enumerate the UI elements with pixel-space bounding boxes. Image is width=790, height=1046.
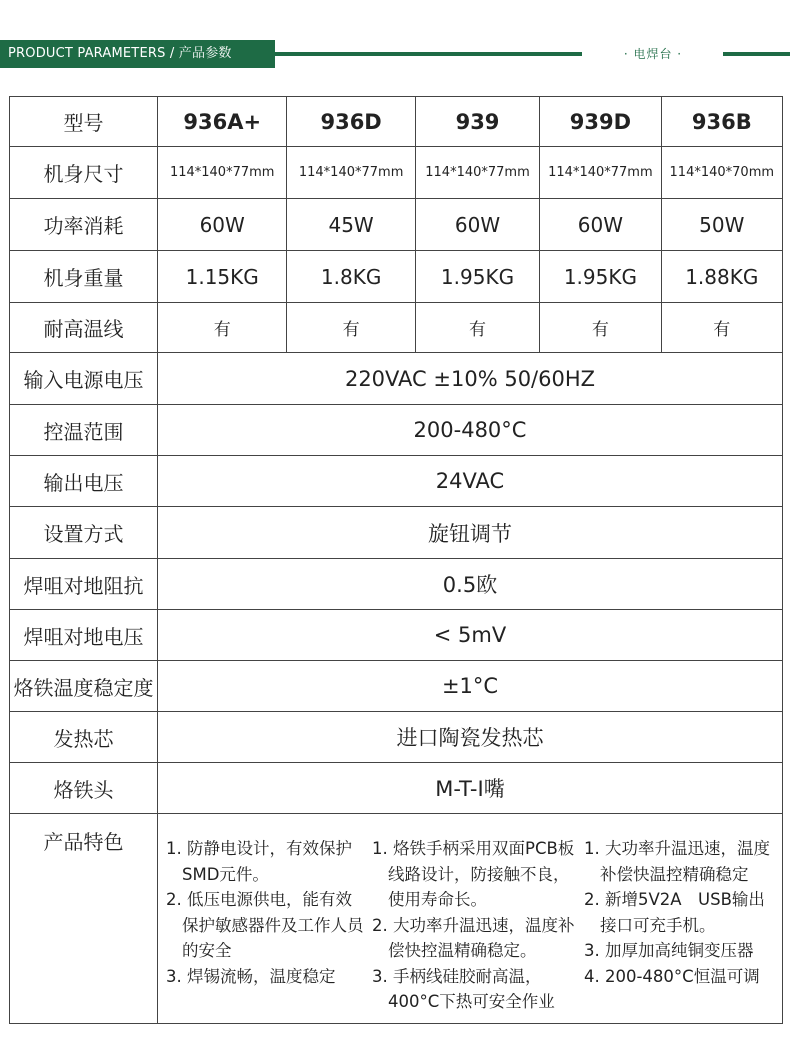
cell-value: 114*140*77mm <box>540 147 661 199</box>
row-label: 功率消耗 <box>10 199 158 251</box>
row-label: 型号 <box>10 97 158 147</box>
feature-item: 4. 200-480°C恒温可调 <box>584 966 760 986</box>
feature-item: 1. 烙铁手柄采用双面PCB板线路设计，防接触不良，使用寿命长。 <box>372 839 575 909</box>
cell-value: 有 <box>540 303 661 353</box>
table-row <box>10 147 783 199</box>
common-value: 200-480°C <box>158 405 783 456</box>
cell-value: 1.95KG <box>540 251 661 303</box>
cell-value: 60W <box>415 199 539 251</box>
common-value: < 5mV <box>158 610 783 661</box>
common-value: M-T-I嘴 <box>158 763 783 814</box>
table-row <box>10 303 783 353</box>
feature-item: 3. 焊锡流畅，温度稳定 <box>166 966 336 986</box>
cell-value: 45W <box>287 199 415 251</box>
row-label: 机身重量 <box>10 251 158 303</box>
feature-item: 2. 低压电源供电，能有效保护敏感器件及工作人员的安全 <box>166 890 364 960</box>
cell-value: 114*140*77mm <box>158 147 287 199</box>
common-value: 220VAC ±10% 50/60HZ <box>158 353 783 405</box>
row-label: 发热芯 <box>10 712 158 763</box>
row-label: 设置方式 <box>10 507 158 559</box>
features-cell <box>158 814 783 1024</box>
table-row <box>10 763 783 814</box>
cell-value: 有 <box>661 303 782 353</box>
row-label: 焊咀对地电压 <box>10 610 158 661</box>
common-value: ±1°C <box>158 661 783 712</box>
header-tagline: · 电焊台 · <box>623 47 683 61</box>
model-name: 939D <box>540 97 661 147</box>
common-value: 旋钮调节 <box>158 507 783 559</box>
cell-value: 有 <box>287 303 415 353</box>
section-banner: PRODUCT PARAMETERS / 产品参数 <box>0 40 275 68</box>
common-value: 进口陶瓷发热芯 <box>158 712 783 763</box>
page-header <box>0 0 790 80</box>
row-label: 输出电压 <box>10 456 158 507</box>
cell-value: 60W <box>540 199 661 251</box>
row-label: 烙铁头 <box>10 763 158 814</box>
model-name: 936A+ <box>158 97 287 147</box>
feature-item: 3. 加厚加高纯铜变压器 <box>584 941 754 960</box>
header-divider-right <box>723 52 790 56</box>
common-value: 24VAC <box>158 456 783 507</box>
table-row <box>10 456 783 507</box>
model-name: 936B <box>661 97 782 147</box>
feature-item: 3. 手柄线硅胶耐高温，400°C下热可安全作业 <box>372 966 555 1011</box>
row-label: 输入电源电压 <box>10 353 158 405</box>
feature-item: 2. 新增5V2A USB输出接口可充手机。 <box>584 890 765 935</box>
cell-value: 1.8KG <box>287 251 415 303</box>
row-label: 烙铁温度稳定度 <box>10 661 158 712</box>
feature-item: 1. 防静电设计，有效保护SMD元件。 <box>166 839 352 884</box>
table-row <box>10 507 783 559</box>
cell-value: 有 <box>415 303 539 353</box>
features-column <box>372 836 576 1015</box>
row-label: 控温范围 <box>10 405 158 456</box>
model-name: 936D <box>287 97 415 147</box>
table-row <box>10 405 783 456</box>
cell-value: 114*140*77mm <box>415 147 539 199</box>
feature-item: 1. 大功率升温迅速，温度补偿快温控精确稳定 <box>584 839 770 884</box>
table-row <box>10 712 783 763</box>
cell-value: 1.88KG <box>661 251 782 303</box>
common-value: 0.5欧 <box>158 559 783 610</box>
header-divider-left <box>275 52 582 56</box>
row-label: 机身尺寸 <box>10 147 158 199</box>
table-row <box>10 559 783 610</box>
row-label: 耐高温线 <box>10 303 158 353</box>
table-row <box>10 251 783 303</box>
table-row <box>10 199 783 251</box>
cell-value: 114*140*70mm <box>661 147 782 199</box>
row-label: 产品特色 <box>10 814 158 1024</box>
model-row <box>10 97 783 147</box>
table-row <box>10 661 783 712</box>
cell-value: 50W <box>661 199 782 251</box>
cell-value: 1.95KG <box>415 251 539 303</box>
cell-value: 114*140*77mm <box>287 147 415 199</box>
table-row <box>10 353 783 405</box>
features-column <box>584 836 780 1015</box>
parameters-table <box>9 96 783 1024</box>
features-row <box>10 814 783 1024</box>
features-column <box>166 836 364 1015</box>
model-name: 939 <box>415 97 539 147</box>
cell-value: 60W <box>158 199 287 251</box>
cell-value: 1.15KG <box>158 251 287 303</box>
feature-item: 2. 大功率升温迅速，温度补偿快控温精确稳定。 <box>372 915 575 960</box>
cell-value: 有 <box>158 303 287 353</box>
table-row <box>10 610 783 661</box>
row-label: 焊咀对地阻抗 <box>10 559 158 610</box>
